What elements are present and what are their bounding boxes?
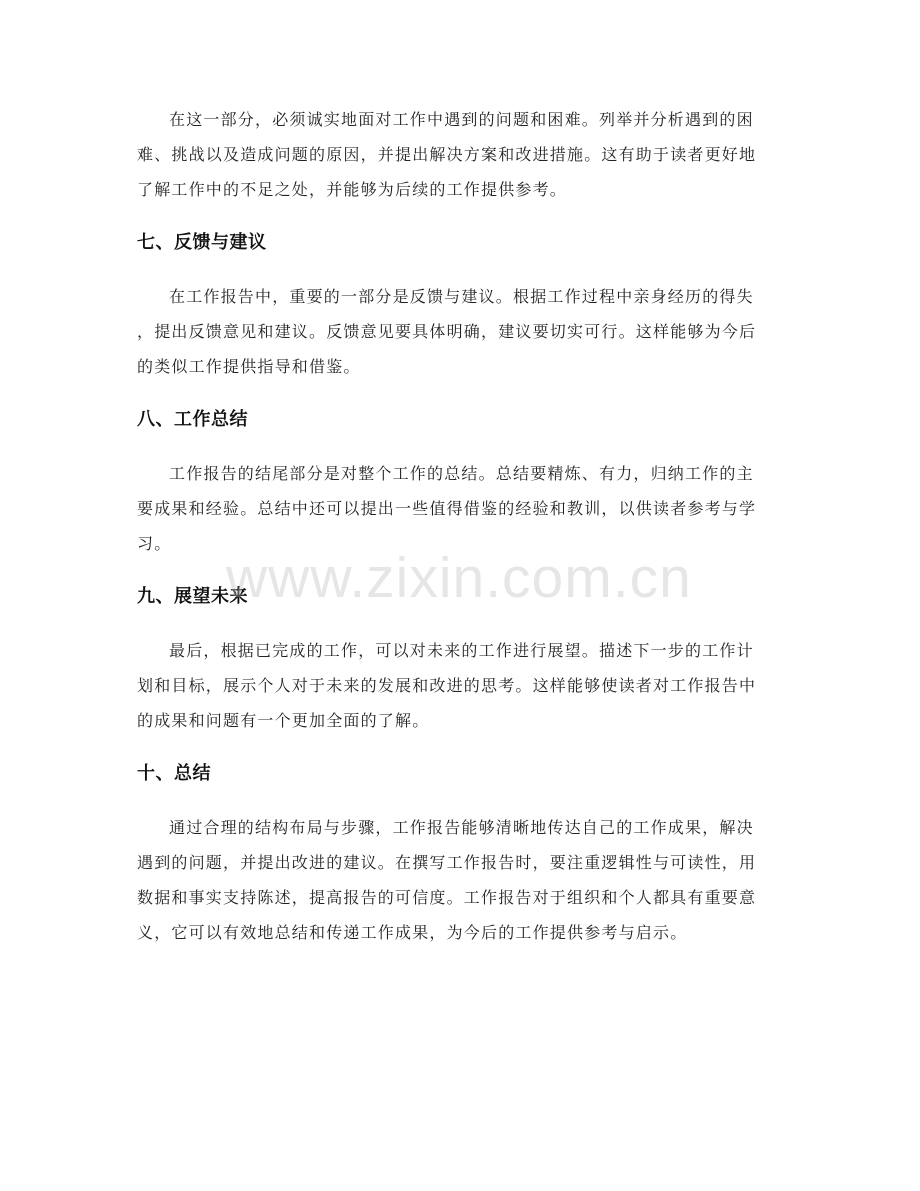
paragraph-line: 的成果和问题有一个更加全面的了解。 [137,711,430,730]
paragraph-line: 遇到的问题，并提出改进的建议。在撰写工作报告时，要注重逻辑性与可读性，用 [137,853,757,872]
paragraph-line: 要成果和经验。总结中还可以提出一些值得借鉴的经验和教训，以供读者参考与学 [137,499,757,518]
section-paragraph-outlook [137,633,787,738]
paragraph-line: 在这一部分，必须诚实地面对工作中遇到的问题和困难。列举并分析遇到的困 [169,110,754,129]
paragraph-line: 义，它可以有效地总结和传递工作成果，为今后的工作提供参考与启示。 [137,923,688,942]
paragraph-line: 的类似工作提供指导和借鉴。 [137,357,361,376]
paragraph-line: 工作报告的结尾部分是对整个工作的总结。总结要精炼、有力，归纳工作的主 [169,464,754,483]
paragraph-line: 划和目标，展示个人对于未来的发展和改进的思考。这样能够使读者对工作报告中 [137,676,757,695]
paragraph-line: 通过合理的结构布局与步骤，工作报告能够清晰地传达自己的工作成果，解决 [169,818,754,837]
document-body [137,102,787,950]
section-heading-outlook: 九、展望未来 [137,586,248,607]
watermark-text: www.zixin.com.cn [226,546,692,610]
paragraph-line: ，提出反馈意见和建议。反馈意见要具体明确，建议要切实可行。这样能够为今后 [137,322,757,341]
section-paragraph-conclusion [137,810,787,950]
paragraph-line: 习。 [137,534,172,553]
paragraph-line: 最后，根据已完成的工作，可以对未来的工作进行展望。描述下一步的工作计 [169,641,754,660]
paragraph-line: 在工作报告中，重要的一部分是反馈与建议。根据工作过程中亲身经历的得失 [169,287,754,306]
section-paragraph-feedback [137,279,787,384]
paragraph-line: 了解工作中的不足之处，并能够为后续的工作提供参考。 [137,180,568,199]
paragraph-line: 数据和事实支持陈述，提高报告的可信度。工作报告对于组织和个人都具有重要意 [137,888,757,907]
section-heading-work-summary: 八、工作总结 [137,409,248,430]
paragraph-line: 难、挑战以及造成问题的原因，并提出解决方案和改进措施。这有助于读者更好地 [137,145,757,164]
section-paragraph-work-summary [137,456,787,561]
section-heading-feedback: 七、反馈与建议 [137,232,267,253]
section-heading-conclusion: 十、总结 [137,763,211,784]
intro-paragraph [137,102,787,207]
